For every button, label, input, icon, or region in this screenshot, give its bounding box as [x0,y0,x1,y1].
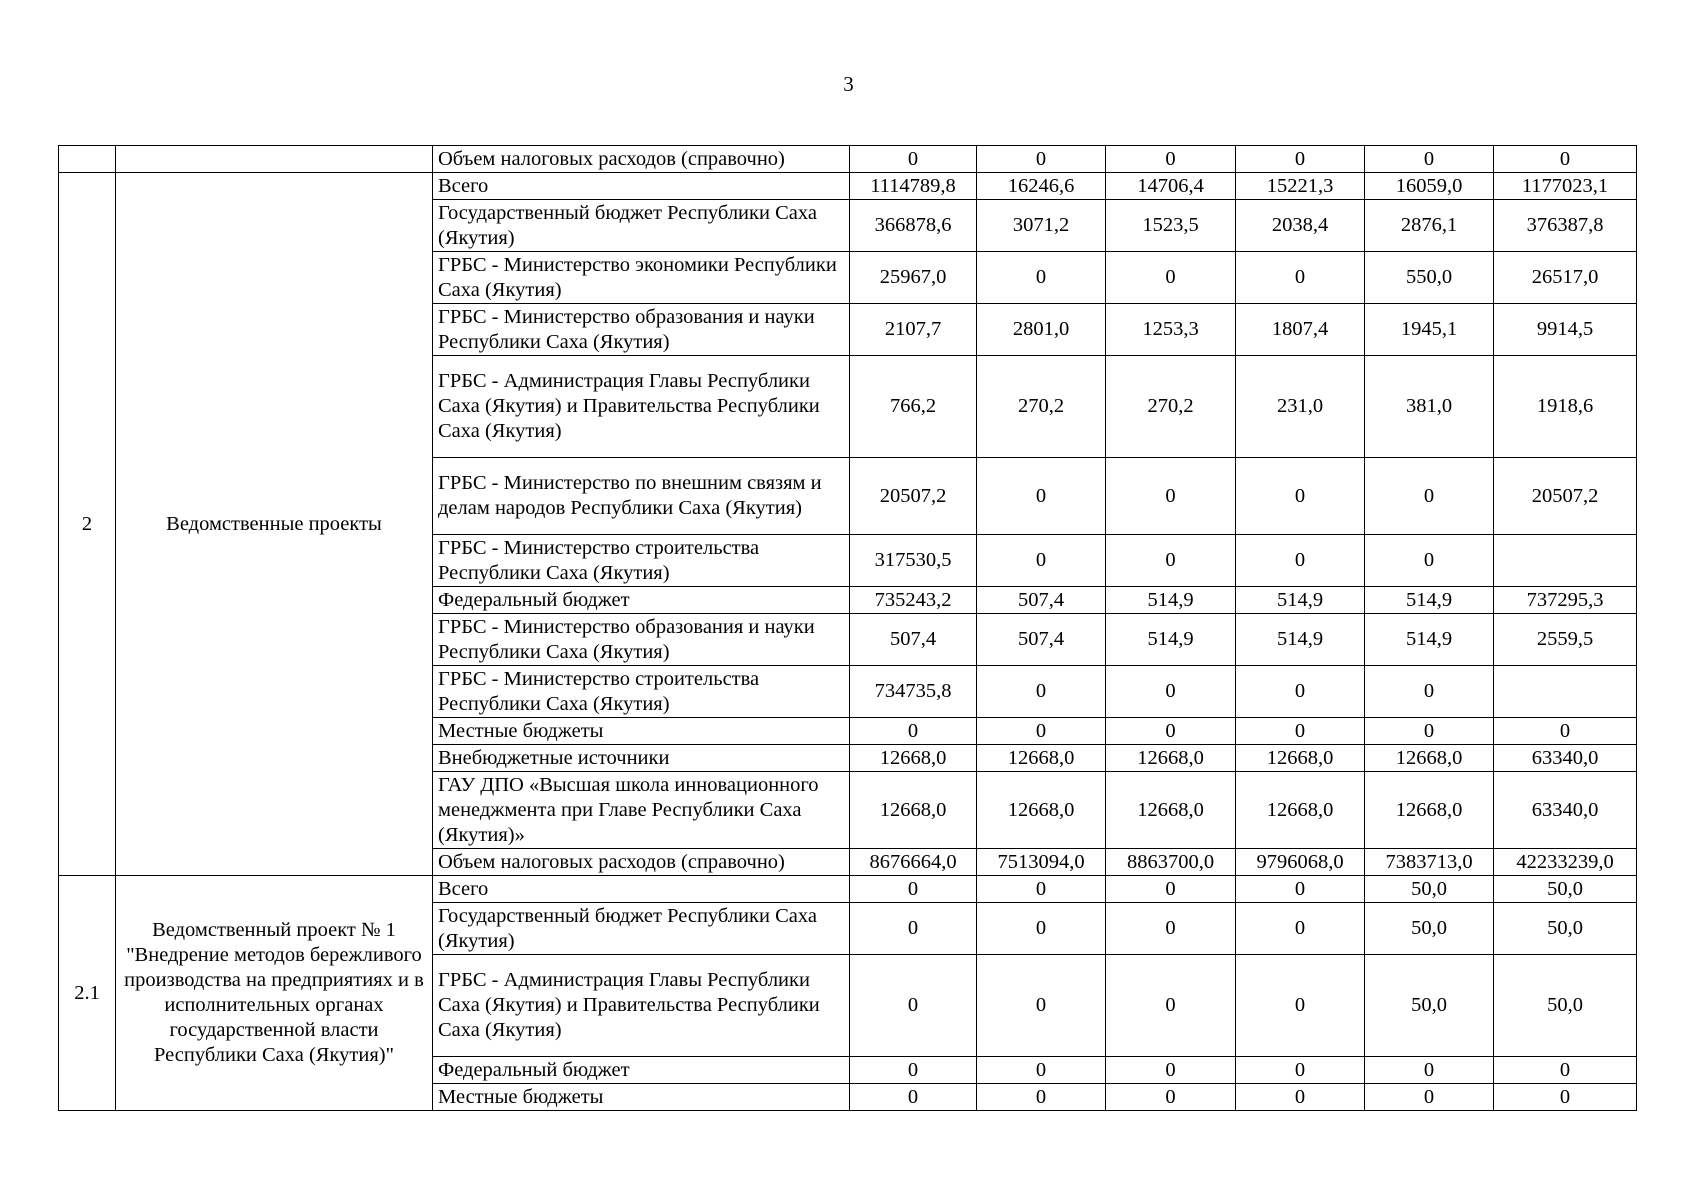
value-cell: 0 [977,876,1106,903]
value-cell: 0 [850,718,977,745]
value-cell: 20507,2 [1494,458,1637,535]
funding-source-cell: ГРБС - Министерство строительства Республики Саха (Якутия) [433,666,850,718]
value-cell: 0 [850,1084,977,1111]
value-cell: 1918,6 [1494,356,1637,458]
value-cell: 50,0 [1365,903,1494,955]
value-cell: 514,9 [1236,587,1365,614]
funding-source-cell: Федеральный бюджет [433,1057,850,1084]
value-cell: 0 [1236,535,1365,587]
value-cell: 734735,8 [850,666,977,718]
value-cell: 12668,0 [850,745,977,772]
value-cell: 0 [1365,1084,1494,1111]
budget-table [58,145,1637,1111]
funding-source-cell: ГРБС - Администрация Главы Республики Саха (Якутия) и Правительства Республики Саха (Якутия) [433,356,850,458]
value-cell: 1253,3 [1106,304,1236,356]
page-number: 3 [843,72,854,96]
value-cell: 50,0 [1365,955,1494,1057]
value-cell: 16246,6 [977,173,1106,200]
value-cell: 42233239,0 [1494,849,1637,876]
value-cell: 735243,2 [850,587,977,614]
value-cell: 0 [1236,666,1365,718]
value-cell: 26517,0 [1494,252,1637,304]
funding-source-cell: Государственный бюджет Республики Саха (Якутия) [433,200,850,252]
value-cell: 1807,4 [1236,304,1365,356]
value-cell: 514,9 [1236,614,1365,666]
value-cell: 0 [977,718,1106,745]
value-cell: 737295,3 [1494,587,1637,614]
value-cell: 514,9 [1365,614,1494,666]
value-cell: 1177023,1 [1494,173,1637,200]
value-cell: 0 [1106,252,1236,304]
value-cell: 0 [1106,1084,1236,1111]
value-cell: 2801,0 [977,304,1106,356]
value-cell: 0 [1106,146,1236,173]
value-cell: 7513094,0 [977,849,1106,876]
value-cell: 381,0 [1365,356,1494,458]
value-cell: 514,9 [1106,614,1236,666]
value-cell: 0 [1236,1057,1365,1084]
value-cell: 270,2 [1106,356,1236,458]
funding-source-cell: ГРБС - Министерство строительства Республики Саха (Якутия) [433,535,850,587]
value-cell: 0 [1106,666,1236,718]
value-cell [1494,666,1637,718]
value-cell: 0 [1236,252,1365,304]
value-cell: 12668,0 [1106,745,1236,772]
value-cell: 0 [850,955,977,1057]
value-cell: 514,9 [1106,587,1236,614]
funding-source-cell: Местные бюджеты [433,718,850,745]
value-cell: 0 [1494,1057,1637,1084]
value-cell: 9796068,0 [1236,849,1365,876]
funding-source-cell: ГРБС - Министерство по внешним связям и делам народов Республики Саха (Якутия) [433,458,850,535]
value-cell: 1523,5 [1106,200,1236,252]
value-cell: 50,0 [1494,955,1637,1057]
value-cell: 0 [1236,146,1365,173]
value-cell: 0 [1236,903,1365,955]
table-row [59,146,1637,173]
value-cell: 1945,1 [1365,304,1494,356]
value-cell: 0 [1236,876,1365,903]
value-cell: 0 [977,1057,1106,1084]
value-cell: 0 [1494,718,1637,745]
funding-source-cell: Федеральный бюджет [433,587,850,614]
value-cell: 0 [1106,535,1236,587]
row-number-cell [59,146,116,173]
value-cell: 63340,0 [1494,772,1637,849]
funding-source-cell: Всего [433,173,850,200]
value-cell: 0 [1236,458,1365,535]
funding-source-cell: ГРБС - Министерство образования и науки Республики Саха (Якутия) [433,304,850,356]
project-name-cell: Ведомственные проекты [116,173,433,876]
value-cell: 0 [1494,1084,1637,1111]
value-cell: 2038,4 [1236,200,1365,252]
value-cell: 0 [1365,1057,1494,1084]
value-cell: 0 [1236,955,1365,1057]
value-cell: 0 [1106,458,1236,535]
value-cell: 25967,0 [850,252,977,304]
value-cell: 0 [977,955,1106,1057]
value-cell: 0 [977,252,1106,304]
value-cell: 12668,0 [1365,772,1494,849]
funding-source-cell: Объем налоговых расходов (справочно) [433,146,850,173]
value-cell: 0 [977,458,1106,535]
funding-source-cell: ГРБС - Администрация Главы Республики Саха (Якутия) и Правительства Республики Саха (Якутия) [433,955,850,1057]
value-cell: 0 [1106,876,1236,903]
value-cell: 0 [1365,535,1494,587]
value-cell: 14706,4 [1106,173,1236,200]
table-row [59,173,1637,200]
value-cell: 9914,5 [1494,304,1637,356]
value-cell: 2876,1 [1365,200,1494,252]
value-cell: 0 [1365,146,1494,173]
value-cell: 0 [1236,1084,1365,1111]
value-cell: 514,9 [1365,587,1494,614]
value-cell: 12668,0 [977,772,1106,849]
value-cell: 231,0 [1236,356,1365,458]
value-cell: 12668,0 [1106,772,1236,849]
value-cell: 0 [1494,146,1637,173]
value-cell: 50,0 [1494,876,1637,903]
value-cell: 16059,0 [1365,173,1494,200]
value-cell: 0 [977,903,1106,955]
value-cell: 550,0 [1365,252,1494,304]
value-cell: 0 [1106,1057,1236,1084]
funding-source-cell: Местные бюджеты [433,1084,850,1111]
value-cell: 2107,7 [850,304,977,356]
value-cell: 366878,6 [850,200,977,252]
value-cell: 0 [977,146,1106,173]
funding-source-cell: Объем налоговых расходов (справочно) [433,849,850,876]
value-cell: 0 [850,903,977,955]
value-cell: 12668,0 [850,772,977,849]
value-cell: 766,2 [850,356,977,458]
value-cell: 20507,2 [850,458,977,535]
value-cell: 2559,5 [1494,614,1637,666]
value-cell: 8863700,0 [1106,849,1236,876]
value-cell: 0 [977,666,1106,718]
value-cell: 12668,0 [1365,745,1494,772]
value-cell: 63340,0 [1494,745,1637,772]
value-cell: 0 [1106,718,1236,745]
value-cell: 376387,8 [1494,200,1637,252]
row-number-cell: 2 [59,173,116,876]
funding-source-cell: ГРБС - Министерство образования и науки Республики Саха (Якутия) [433,614,850,666]
value-cell: 0 [850,1057,977,1084]
funding-source-cell: Внебюджетные источники [433,745,850,772]
row-number-cell: 2.1 [59,876,116,1111]
funding-source-cell: Государственный бюджет Республики Саха (Якутия) [433,903,850,955]
project-name-cell [116,146,433,173]
value-cell: 15221,3 [1236,173,1365,200]
value-cell: 507,4 [850,614,977,666]
value-cell: 317530,5 [850,535,977,587]
funding-source-cell: ГАУ ДПО «Высшая школа инновационного менеджмента при Главе Республики Саха (Якутия)» [433,772,850,849]
value-cell: 0 [1365,718,1494,745]
table-row [59,876,1637,903]
value-cell: 7383713,0 [1365,849,1494,876]
value-cell: 0 [977,1084,1106,1111]
value-cell: 50,0 [1494,903,1637,955]
value-cell: 12668,0 [977,745,1106,772]
funding-source-cell: ГРБС - Министерство экономики Республики Саха (Якутия) [433,252,850,304]
value-cell: 0 [1365,666,1494,718]
value-cell: 507,4 [977,587,1106,614]
value-cell: 0 [1106,955,1236,1057]
value-cell: 0 [977,535,1106,587]
value-cell: 0 [1106,903,1236,955]
value-cell: 12668,0 [1236,745,1365,772]
value-cell: 0 [850,146,977,173]
value-cell: 50,0 [1365,876,1494,903]
funding-source-cell: Всего [433,876,850,903]
value-cell: 0 [1236,718,1365,745]
value-cell: 12668,0 [1236,772,1365,849]
value-cell: 507,4 [977,614,1106,666]
project-name-cell: Ведомственный проект № 1 "Внедрение методов бережливого производства на предприятиях и в исполнительных органах государственной власти Республики Саха (Якутия)" [116,876,433,1111]
value-cell [1494,535,1637,587]
value-cell: 0 [1365,458,1494,535]
value-cell: 8676664,0 [850,849,977,876]
budget-table-body [59,146,1637,1111]
value-cell: 1114789,8 [850,173,977,200]
value-cell: 3071,2 [977,200,1106,252]
value-cell: 270,2 [977,356,1106,458]
value-cell: 0 [850,876,977,903]
